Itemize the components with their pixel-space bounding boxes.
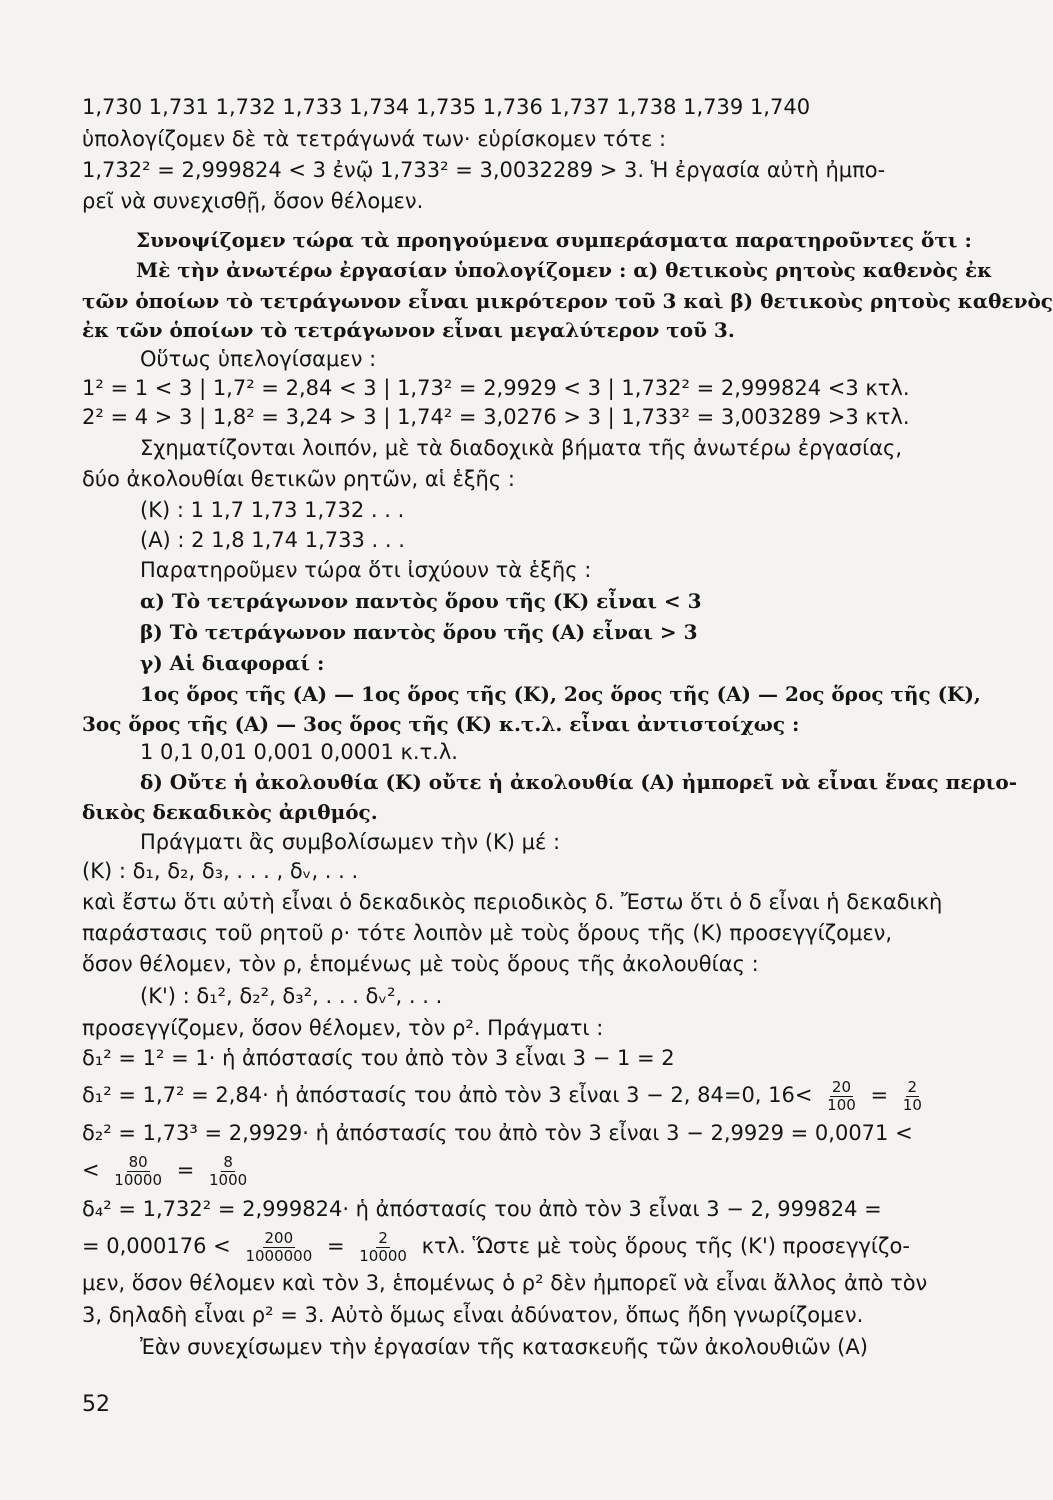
fraction [357, 1230, 409, 1265]
text-line: δικὸς δεκαδικὸς ἀριθμός. [82, 800, 378, 824]
fraction-denominator: 1000000 [245, 1246, 313, 1265]
text-line: 1,732² = 2,999824 < 3 ἐνῷ 1,733² = 3,0032289 > 3. Ἡ ἐργασία αὐτὴ ἠμπο- [82, 158, 886, 182]
property-b: β) Τὸ τετράγωνον παντὸς ὅρου τῆς (Α) εἶναι > 3 [140, 620, 698, 644]
property-c: γ) Αἱ διαφοραί : [140, 651, 325, 675]
property-d: δ) Οὔτε ἡ ἀκολουθία (Κ) οὔτε ἡ ἀκολουθία (Α) ἠμπορεῖ νὰ εἶναι ἕνας περιο- [140, 770, 1018, 794]
summary-heading: Συνοψίζομεν τώρα τὰ προηγούμενα συμπεράσματα παρατηροῦντες ὅτι : [136, 228, 972, 252]
equation-line: δ₁² = 1² = 1· ἡ ἀπόστασίς του ἀπὸ τὸν 3 εἶναι 3 − 1 = 2 [82, 1046, 675, 1070]
fraction-numerator: 2 [907, 1077, 918, 1096]
text-line: ὑπολογίζομεν δὲ τὰ τετράγωνά των· εὑρίσκομεν τότε : [82, 127, 667, 151]
fraction-numerator: 200 [264, 1228, 294, 1247]
fraction-numerator: 20 [831, 1077, 852, 1096]
text-line: Πράγματι ἂς συμβολίσωμεν τὴν (Κ) μέ : [140, 830, 561, 854]
sequence-k-prime: (Κ') : δ₁², δ₂², δ₃², . . . δᵥ², . . . [140, 984, 443, 1008]
text-line: Μὲ τὴν ἀνωτέρω ἐργασίαν ὑπολογίζομεν : α) θετικοὺς ρητοὺς καθενὸς ἐκ [136, 258, 993, 282]
text-line: 3ος ὅρος τῆς (Α) — 3ος ὅρος τῆς (Κ) κ.τ.λ. εἶναι ἀντιστοίχως : [82, 712, 800, 736]
fraction-denominator: 10000 [359, 1246, 407, 1265]
text-line: ὅσον θέλομεν, τὸν ρ, ἑπομένως μὲ τοὺς ὅρους τῆς ἀκολουθίας : [82, 952, 759, 976]
text-line: Οὕτως ὑπελογίσαμεν : [140, 347, 377, 371]
fraction [825, 1079, 858, 1114]
text-line: 3, δηλαδὴ εἶναι ρ² = 3. Αὐτὸ ὅμως εἶναι ἀδύνατον, ὅπως ἤδη γνωρίζομεν. [82, 1303, 864, 1327]
fraction-denominator: 100 [827, 1095, 856, 1114]
equation-line: δ₄² = 1,732² = 2,999824· ἡ ἀπόστασίς του ἀπὸ τὸν 3 εἶναι 3 − 2, 999824 = [82, 1197, 882, 1221]
equation-line: 2² = 4 > 3 | 1,8² = 3,24 > 3 | 1,74² = 3,0276 > 3 | 1,733² = 3,003289 >3 κτλ. [82, 405, 910, 429]
fraction-denominator: 10000 [114, 1170, 163, 1189]
text-line: Ἐὰν συνεχίσωμεν τὴν ἐργασίαν τῆς κατασκευῆς τῶν ἀκολουθιῶν (Α) [140, 1335, 868, 1359]
fraction-denominator: 1000 [209, 1170, 248, 1189]
equation-text: = 0,000176 < [82, 1234, 231, 1258]
fraction [207, 1154, 249, 1189]
text-line: ρεῖ νὰ συνεχισθῇ, ὅσον θέλομεν. [82, 189, 424, 213]
equation-line [82, 1150, 944, 1192]
fraction-numerator: 80 [128, 1152, 148, 1171]
equals-sign: = [870, 1083, 889, 1107]
equation-line: 1² = 1 < 3 | 1,7² = 2,84 < 3 | 1,73² = 2,9929 < 3 | 1,732² = 2,999824 <3 κτλ. [82, 376, 910, 400]
text-line: καὶ ἔστω ὅτι αὐτὴ εἶναι ὁ δεκαδικὸς περιοδικὸς δ. Ἔστω ὅτι ὁ δ εἶναι ἡ δεκαδικὴ [82, 890, 943, 914]
equation-text: κτλ. Ὥστε μὲ τοὺς ὅρους τῆς (Κ') προσεγγίζο- [421, 1234, 910, 1258]
text-line: (Κ) : δ₁, δ₂, δ₃, . . . , δᵥ, . . . [82, 859, 359, 883]
text-line: προσεγγίζομεν, ὅσον θέλομεν, τὸν ρ². Πράγματι : [82, 1016, 604, 1040]
equals-sign: = [326, 1234, 345, 1258]
equation-line [82, 1226, 944, 1268]
text-line: μεν, ὅσον θέλομεν καὶ τὸν 3, ἑπομένως ὁ ρ² δὲν ἠμπορεῖ νὰ εἶναι ἄλλος ἀπὸ τὸν [82, 1271, 928, 1295]
property-a: α) Τὸ τετράγωνον παντὸς ὅρου τῆς (Κ) εἶναι < 3 [140, 589, 702, 613]
page-number: 52 [82, 1392, 110, 1417]
text-line: παράστασις τοῦ ρητοῦ ρ· τότε λοιπὸν μὲ τοὺς ὅρους τῆς (Κ) προσεγγίζομεν, [82, 921, 893, 945]
fraction-numerator: 8 [223, 1152, 233, 1171]
equals-sign: = [176, 1158, 195, 1182]
text-line: 1ος ὅρος τῆς (Α) — 1ος ὅρος τῆς (Κ), 2ος ὅρος τῆς (Α) — 2ος ὅρος τῆς (Κ), [140, 682, 981, 706]
text-line: ἐκ τῶν ὁποίων τὸ τετράγωνον εἶναι μεγαλύτερον τοῦ 3. [82, 318, 735, 342]
sequence-k: (Κ) : 1 1,7 1,73 1,732 . . . [140, 498, 405, 522]
fraction [901, 1079, 924, 1114]
fraction [243, 1230, 314, 1265]
text-line: Παρατηροῦμεν τώρα ὅτι ἰσχύουν τὰ ἑξῆς : [140, 558, 592, 582]
sequence-a: (Α) : 2 1,8 1,74 1,733 . . . [140, 528, 405, 552]
equation-text: δ₁² = 1,7² = 2,84· ἡ ἀπόστασίς του ἀπὸ τὸν 3 εἶναι 3 − 2, 84=0, 16< [82, 1083, 813, 1107]
text-line: Σχηματίζονται λοιπόν, μὲ τὰ διαδοχικὰ βήματα τῆς ἀνωτέρω ἐργασίας, [140, 436, 903, 460]
equation-line [82, 1075, 944, 1117]
fraction [112, 1154, 164, 1189]
text-line: 1,730 1,731 1,732 1,733 1,734 1,735 1,736 1,737 1,738 1,739 1,740 [82, 95, 811, 119]
differences-line: 1 0,1 0,01 0,001 0,0001 κ.τ.λ. [140, 740, 458, 764]
text-line: δύο ἀκολουθίαι θετικῶν ρητῶν, αἱ ἑξῆς : [82, 467, 515, 491]
equation-line: δ₂² = 1,73³ = 2,9929· ἡ ἀπόστασίς του ἀπὸ τὸν 3 εἶναι 3 − 2,9929 = 0,0071 < [82, 1121, 913, 1145]
less-than-sign: < [82, 1158, 100, 1182]
text-line: τῶν ὁποίων τὸ τετράγωνον εἶναι μικρότερον τοῦ 3 καὶ β) θετικοὺς ρητοὺς καθενὸς [82, 289, 1053, 313]
fraction-numerator: 2 [378, 1228, 388, 1247]
fraction-denominator: 10 [902, 1095, 922, 1114]
